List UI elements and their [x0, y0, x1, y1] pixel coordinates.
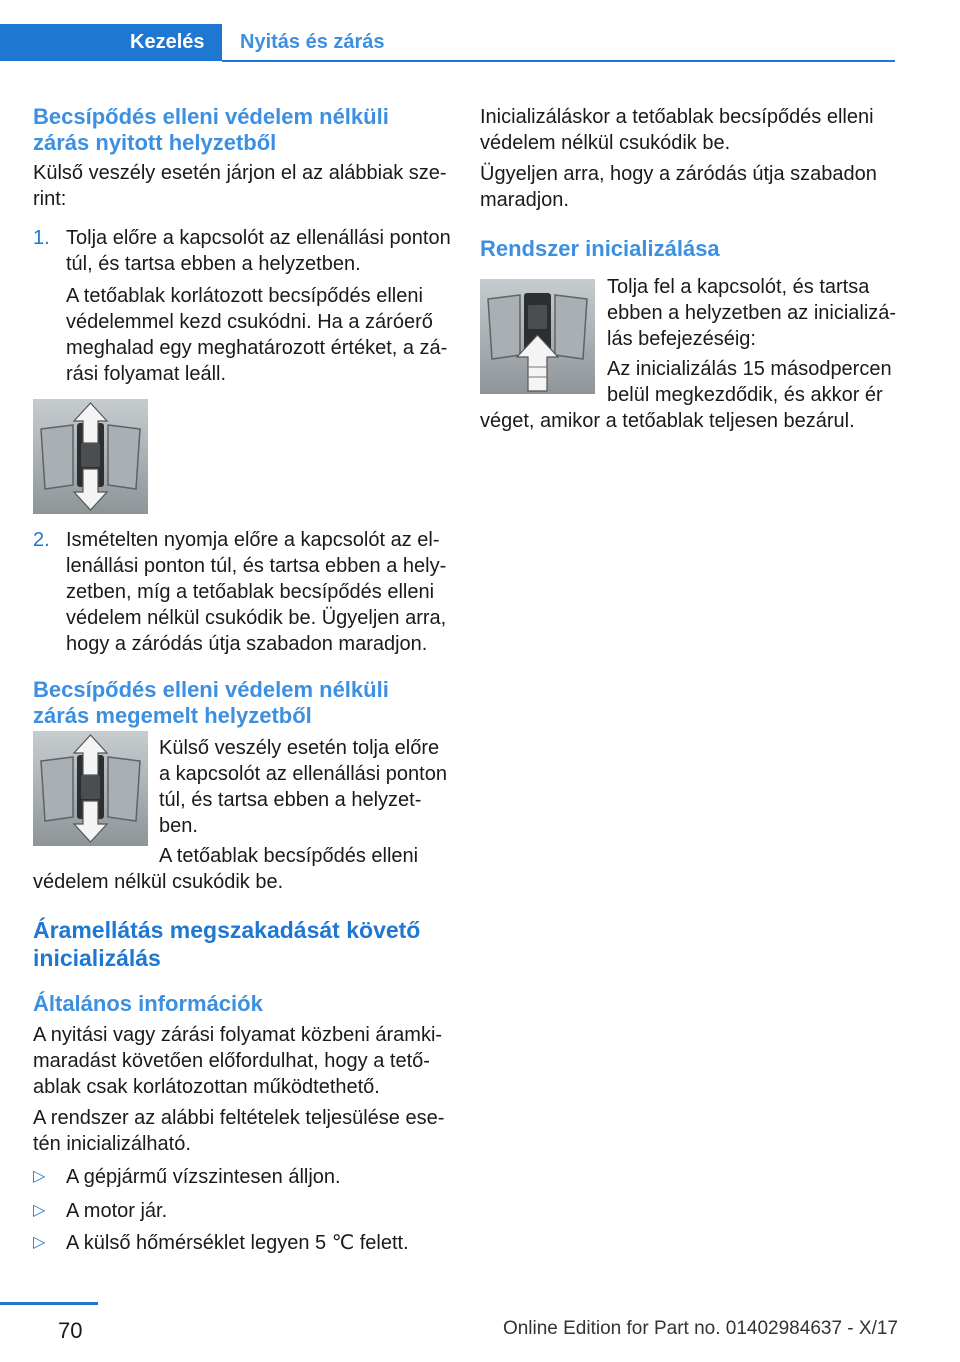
- page-number: 70: [58, 1318, 83, 1343]
- bullet-item: [33, 1198, 486, 1224]
- heading-open-position: [33, 104, 453, 156]
- step-2: [33, 527, 486, 657]
- heading-line: Becsípődés elleni védelem nélküli: [33, 677, 389, 702]
- raised-paragraph-2-line2: [33, 869, 453, 895]
- text-line: Külső veszély esetén járjon el az alábbiak sze‐: [33, 162, 447, 184]
- text-line: meghalad egy meghatározott értéket, a zá‐: [66, 337, 448, 359]
- text-line: túl, és tartsa ebben a helyzet‐: [159, 789, 422, 811]
- text-line: zetben, míg a tetőablak becsípődés elleni: [66, 581, 435, 603]
- section-heading-power-reset: [33, 916, 453, 972]
- heading-line: Becsípődés elleni védelem nélküli: [33, 104, 389, 129]
- text-line: ablak csak korlátozottan működtethető.: [33, 1076, 380, 1098]
- bullet-item: [33, 1164, 486, 1190]
- text-line: lenállási ponton túl, és tartsa ebben a hely‐: [66, 555, 447, 577]
- heading-line: zárás megemelt helyzetből: [33, 703, 312, 728]
- text-line: maradást követően előfordulhat, hogy a tető‐: [33, 1050, 430, 1072]
- text-line: véget, amikor a tetőablak teljesen bezárul.: [480, 410, 855, 432]
- bullet-text: A gépjármű vízszintesen álljon.: [66, 1166, 341, 1188]
- text-line: védelem nélkül csukódik be. Ügyeljen arra,: [66, 607, 447, 629]
- text-line: rási folyamat leáll.: [66, 363, 227, 385]
- edition-note: Online Edition for Part no. 01402984637 - X/17: [502, 1318, 898, 1339]
- heading-general-info: Általános információk: [33, 991, 263, 1016]
- step-number: 2.: [33, 529, 50, 551]
- text-line: Ügyeljen arra, hogy a záródás útja szabadon: [480, 163, 877, 185]
- text-line: Ismételten nyomja előre a kapcsolót az el‐: [66, 529, 440, 551]
- general-paragraph-1: [33, 1022, 453, 1100]
- init-paragraph-2: [607, 356, 902, 408]
- header-rule: [222, 60, 895, 62]
- switch-illustration-forward: [33, 399, 148, 514]
- general-paragraph-2: [33, 1105, 453, 1157]
- right-paragraph-2: [480, 161, 900, 213]
- init-paragraph-1: [607, 274, 902, 352]
- bullet-item: [33, 1230, 486, 1256]
- bullet-text: A motor jár.: [66, 1200, 168, 1222]
- text-line: tén inicializálható.: [33, 1133, 191, 1155]
- raised-paragraph-2-line1: [159, 843, 459, 869]
- text-line: belül megkezdődik, és akkor ér: [607, 384, 883, 406]
- header-tab-nyitas-es-zaras[interactable]: Nyitás és zárás: [240, 31, 385, 53]
- text-line: hogy a záródás útja szabadon maradjon.: [66, 633, 428, 655]
- text-line: Az inicializálás 15 másodpercen: [607, 358, 892, 380]
- bullet-text: A külső hőmérséklet legyen 5 ℃ felett.: [66, 1232, 409, 1254]
- raised-paragraph-1: [159, 735, 459, 839]
- header-tab-kezeles[interactable]: Kezelés: [0, 24, 222, 61]
- heading-line: Áramellátás megszakadását követő: [33, 917, 421, 943]
- text-line: A tetőablak becsípődés elleni: [159, 845, 419, 867]
- text-line: Tolja előre a kapcsolót az ellenállási ponton: [66, 227, 451, 249]
- heading-raised-position: [33, 677, 453, 729]
- text-line: A tetőablak korlátozott becsípődés elleni: [66, 285, 423, 307]
- step-1: [33, 225, 486, 387]
- heading-line: inicializálás: [33, 945, 161, 971]
- step-1-note: [66, 283, 486, 387]
- intro-paragraph: [33, 160, 453, 212]
- triangle-bullet-icon: ▷: [33, 1168, 46, 1185]
- text-line: Inicializáláskor a tetőablak becsípődés elleni: [480, 106, 874, 128]
- init-paragraph-2-cont: [480, 408, 910, 434]
- text-line: ebben a helyzetben az inicializá‐: [607, 302, 897, 324]
- text-line: védelem nélkül csukódik be.: [33, 871, 284, 893]
- text-line: rint:: [33, 188, 67, 210]
- right-paragraph-1: [480, 104, 900, 156]
- text-line: A nyitási vagy zárási folyamat közbeni áramki‐: [33, 1024, 443, 1046]
- roof-switch-icon: [33, 731, 148, 846]
- text-line: védelem nélkül csukódik be.: [480, 132, 731, 154]
- footer-rule: [0, 1302, 98, 1305]
- text-line: maradjon.: [480, 189, 569, 211]
- heading-system-init: Rendszer inicializálása: [480, 236, 720, 261]
- page-header: [0, 0, 960, 62]
- switch-illustration-raised: [33, 731, 148, 846]
- text-line: ben.: [159, 815, 198, 837]
- triangle-bullet-icon: ▷: [33, 1202, 46, 1219]
- step-number: 1.: [33, 227, 50, 249]
- switch-illustration-up: [480, 279, 595, 394]
- roof-switch-icon: [33, 399, 148, 514]
- roof-switch-up-icon: [480, 279, 595, 394]
- text-line: A rendszer az alábbi feltételek teljesülése ese‐: [33, 1107, 445, 1129]
- triangle-bullet-icon: ▷: [33, 1234, 46, 1251]
- heading-line: zárás nyitott helyzetből: [33, 130, 277, 155]
- text-line: védelemmel kezd csukódni. Ha a záróerő: [66, 311, 433, 333]
- text-line: lás befejezéséig:: [607, 328, 756, 350]
- text-line: a kapcsolót az ellenállási ponton: [159, 763, 447, 785]
- text-line: Tolja fel a kapcsolót, és tartsa: [607, 276, 870, 298]
- text-line: Külső veszély esetén tolja előre: [159, 737, 440, 759]
- text-line: túl, és tartsa ebben a helyzetben.: [66, 253, 361, 275]
